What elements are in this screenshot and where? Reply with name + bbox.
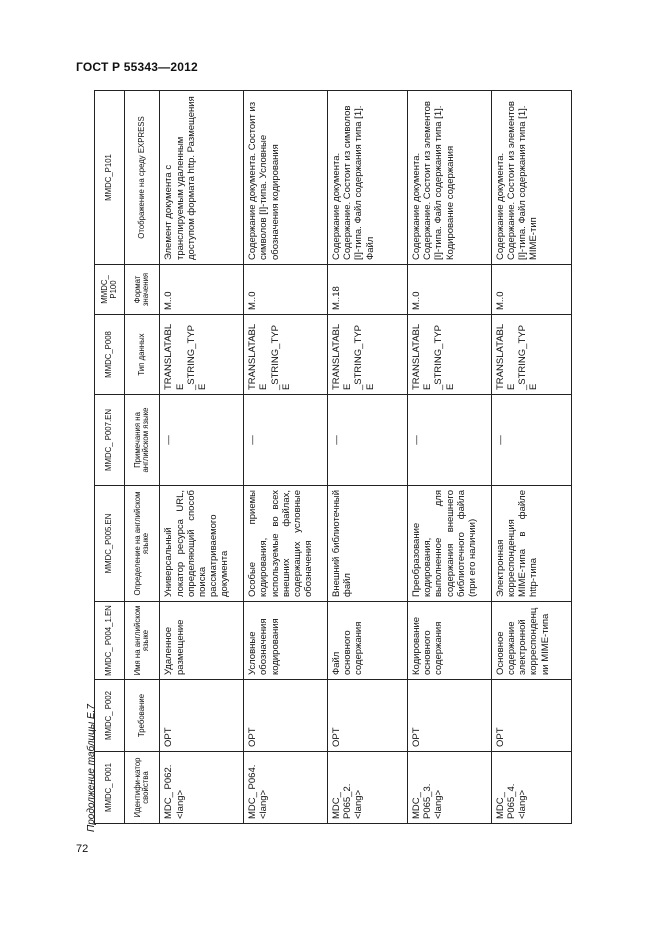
cell-requirement: OPT <box>491 680 571 752</box>
cell-id: MDC_ P064. <lang> <box>244 752 328 824</box>
header-row-names <box>125 91 160 824</box>
col-name: Определение на английском языке <box>125 486 160 602</box>
col-id: MMDC_P005.EN <box>95 486 125 602</box>
page-number: 72 <box>76 843 89 855</box>
col-name: Отображение на среду EXPRESS <box>125 91 160 265</box>
col-id: MMDC_ P002 <box>95 680 125 752</box>
col-name: Требование <box>125 680 160 752</box>
cell-express: Содержание документа. Содержание. Состоит из символов [I]-типа. Файл содержания типа [1]. Файл <box>327 91 407 265</box>
cell-name: Файл основного содержания <box>327 602 407 680</box>
properties-table <box>94 90 572 824</box>
table-row <box>160 91 244 824</box>
cell-express: Элемент документа с транслируемым удаленным доступом формата http. Размещения <box>160 91 244 265</box>
cell-name: Условные обозначения кодирования <box>244 602 328 680</box>
cell-definition: Внешний библиотечный файл <box>327 486 407 602</box>
cell-format: M..0 <box>160 265 244 315</box>
cell-definition: Преобразование кодирования, выполненное для содержания внешнего библиотечного файла (при его наличии) <box>408 486 492 602</box>
cell-definition: Особые приемы кодирования, используемые во всех внешних файлах, содержащих условные обозначения <box>244 486 328 602</box>
cell-express: Содержание документа. Содержание. Состоит из элементов [I]-типа. Файл содержания типа [1]. Кодирование содержания <box>408 91 492 265</box>
cell-type: TRANSLATABLE _STRING_TYPE <box>160 315 244 395</box>
cell-definition: Электронная корреспонденция MIME-типа в файле http-типа <box>491 486 571 602</box>
col-name: Идентифи-катор свойства <box>125 752 160 824</box>
col-name: Тип данных <box>125 315 160 395</box>
cell-note: — <box>244 395 328 486</box>
col-id: MMDC_ P004_1.EN <box>95 602 125 680</box>
cell-express: Содержание документа. Состоит из символов [I]-типа. Условные обозначения кодирования <box>244 91 328 265</box>
table-caption: Продолжение таблицы Е.7 <box>86 704 97 832</box>
col-name: Имя на английском языке <box>125 602 160 680</box>
cell-definition: Универсальный локатор ресурса URL, определяющий способ поиска рассматриваемого документа <box>160 486 244 602</box>
cell-format: M..0 <box>408 265 492 315</box>
rotated-table <box>94 91 572 824</box>
cell-express: Содержание документа. Содержание. Состоит из элементов [I]-типа. Файл содержания типа [1]. MIME-тип <box>491 91 571 265</box>
cell-note: — <box>160 395 244 486</box>
col-id: MMDC_ P001 <box>95 752 125 824</box>
table-row <box>327 91 407 824</box>
col-id: MMDC_ P007.EN <box>95 395 125 486</box>
table-row <box>244 91 328 824</box>
cell-type: TRANSLATABLE _STRING_TYPE <box>244 315 328 395</box>
cell-id: MDC_ P065_4. <lang> <box>491 752 571 824</box>
cell-note: — <box>408 395 492 486</box>
cell-requirement: OPT <box>244 680 328 752</box>
col-name: Примечания на английском языке <box>125 395 160 486</box>
col-name: Формат значения <box>125 265 160 315</box>
cell-format: M..18 <box>327 265 407 315</box>
table-row <box>408 91 492 824</box>
table-row <box>491 91 571 824</box>
cell-note: — <box>491 395 571 486</box>
col-id: MMDC_P101 <box>95 91 125 265</box>
cell-name: Основное содержание электронной корреспонденции MIME-типа <box>491 602 571 680</box>
cell-format: M..0 <box>244 265 328 315</box>
cell-id: MDC_ P065_2. <lang> <box>327 752 407 824</box>
cell-requirement: OPT <box>160 680 244 752</box>
cell-note: — <box>327 395 407 486</box>
cell-requirement: OPT <box>327 680 407 752</box>
col-id: MMDC_P008 <box>95 315 125 395</box>
cell-id: MDC_ P065_3. <lang> <box>408 752 492 824</box>
header-row-ids <box>95 91 125 824</box>
cell-format: M..0 <box>491 265 571 315</box>
cell-type: TRANSLATABLE _STRING_TYPE <box>491 315 571 395</box>
cell-requirement: OPT <box>408 680 492 752</box>
document-header-standard: ГОСТ Р 55343—2012 <box>76 60 198 74</box>
cell-type: TRANSLATABLE _STRING_TYPE <box>327 315 407 395</box>
cell-name: Кодирование основного содержания <box>408 602 492 680</box>
cell-name: Удаленное размещение <box>160 602 244 680</box>
col-id: MMDC_ P100 <box>95 265 125 315</box>
cell-id: MDC_ P062. <lang> <box>160 752 244 824</box>
cell-type: TRANSLATABLE _STRING_TYPE <box>408 315 492 395</box>
rotated-table-frame <box>94 91 572 824</box>
